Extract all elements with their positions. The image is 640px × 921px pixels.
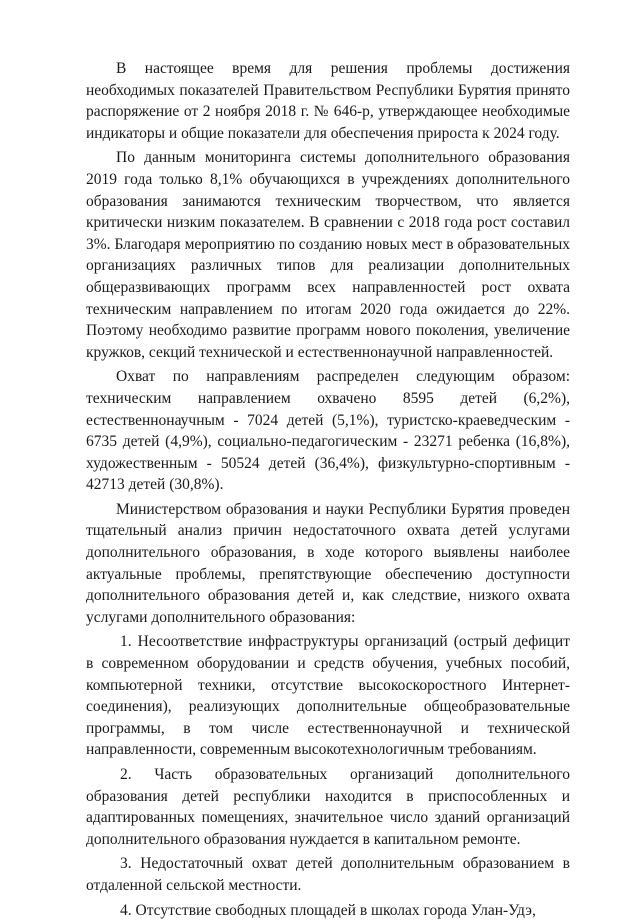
paragraph-coverage: Охват по направлениям распределен следующим образом: техническим направлением охвачено 8595 детей (6,2%), естественнонаучным - 7024 детей (5,1%), туристско-краеведческим - 6735 детей (4,9%), социально-педагогическим - 23271 ребенка (16,8%), художественным - 50524 детей (36,4%), физкультурно-спортивным - 42713 детей (30,8%). — [86, 368, 570, 494]
paragraph-analysis: Министерством образования и науки Республики Бурятия проведен тщательный анализ причин недостаточного охвата детей услугами дополнительного образования, в ходе которого выявлены наиболее актуальные проблемы, препятствующие обеспечению доступности дополнительного образования детей и, как следствие, низкого охвата услугами дополнительного образования: — [86, 500, 570, 626]
list-item-rural-coverage: 3. Недостаточный охват детей дополнительным образованием в отдаленной сельской местности. — [86, 855, 570, 894]
list-item-school-space: 4. Отсутствие свободных площадей в школах города Улан-Удэ, — [120, 901, 536, 919]
paragraph-targets: В настоящее время для решения проблемы достижения необходимых показателей Правительством Республики Бурятия принято распоряжение от 2 ноября 2018 г. № 646-р, утверждающее необходимые индикаторы и общие показатели для обеспечения прироста к 2024 году. — [86, 60, 570, 142]
list-item-premises: 2. Часть образовательных организаций дополнительного образования детей республики находится в приспособленных и адаптированных помещениях, значительное число зданий организаций дополнительного образования нуждается в капитальном ремонте. — [86, 766, 570, 848]
paragraph-monitoring: По данным мониторинга системы дополнительного образования 2019 года только 8,1% обучающихся в учреждениях дополнительного образования занимаются техническим творчеством, что является критически низким показателем. В сравнении с 2018 года рост составил 3%. Благодаря мероприятию по созданию новых мест в образовательных организациях различных типов для реализации дополнительных общеразвивающих программ всех направленностей рост охвата техническим направлением по итогам 2020 года ожидается до 22%. Поэтому необходимо развитие программ нового поколения, увеличение кружков, секций технической и естественнонаучной направленностей. — [86, 149, 570, 361]
list-item-infrastructure: 1. Несоответствие инфраструктуры организаций (острый дефицит в современном оборудовании и средств обучения, учебных пособий, компьютерной техники, отсутствие высокоскоростного Интернет-соединения), реализующих дополнительные общеобразовательные программы, в том числе естественнонаучной и технической направленности, современным высокотехнологичным требованиям. — [86, 633, 570, 759]
